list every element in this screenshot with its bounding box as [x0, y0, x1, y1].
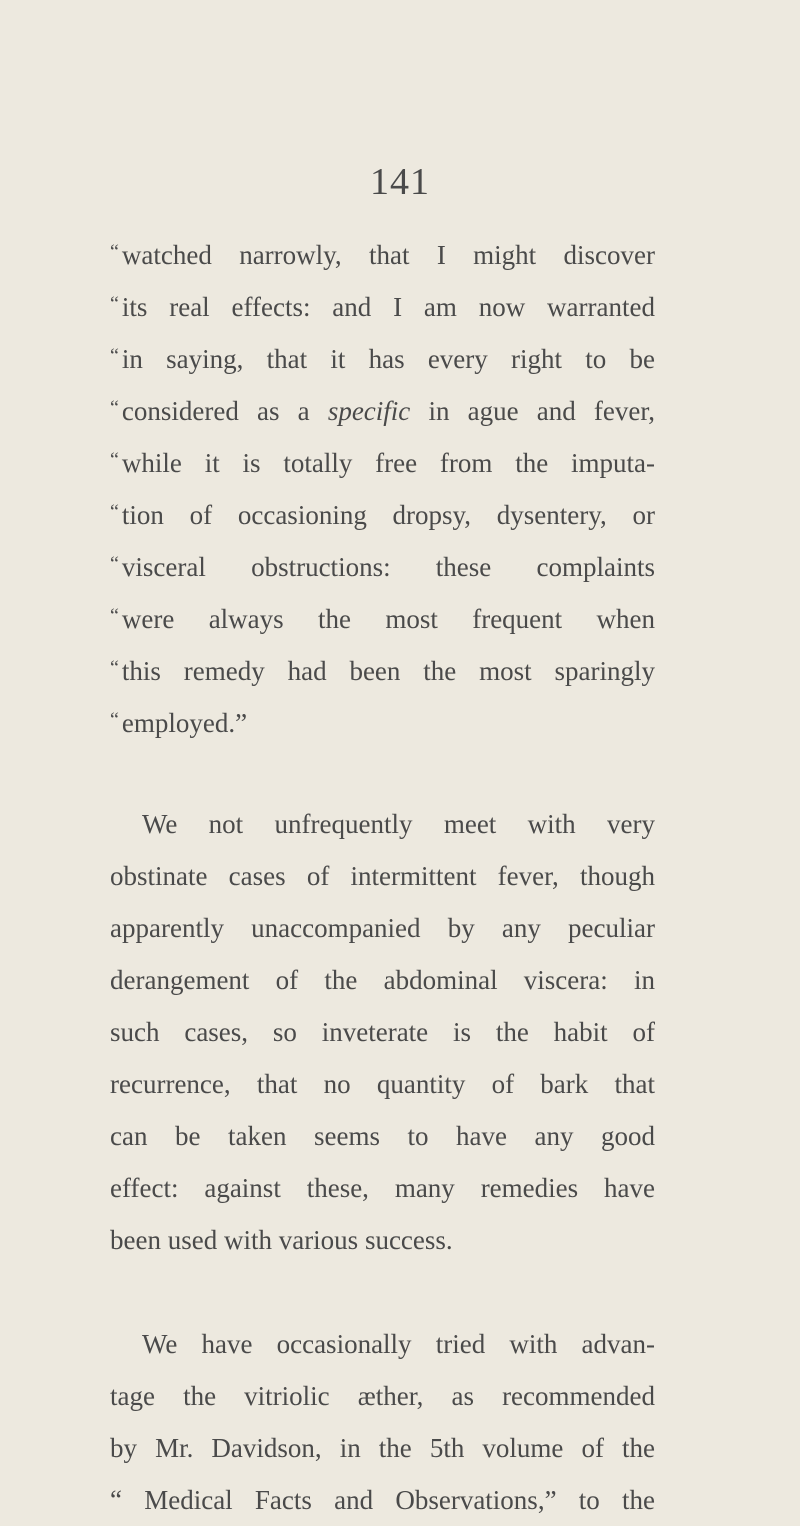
text-line: tage the vitriolic æther, as recommended [110, 1381, 655, 1411]
text-line: “ in saying, that it has every right to be [110, 344, 655, 374]
quote-mark: “ [110, 241, 119, 263]
quote-mark: “ [110, 293, 119, 315]
text-line: been used with various success. [110, 1225, 453, 1255]
text-line: “ watched narrowly, that I might discover [110, 240, 655, 270]
quote-mark: “ [110, 657, 119, 679]
quote-mark: “ [110, 449, 119, 471]
text-line: “ Medical Facts and Observations,” to the [110, 1485, 655, 1515]
text-line: recurrence, that no quantity of bark that [110, 1069, 655, 1099]
text-line: obstinate cases of intermittent fever, though [110, 861, 655, 891]
body-text [110, 226, 655, 1526]
text-line: effect: against these, many remedies have [110, 1173, 655, 1203]
quoted-passage [110, 226, 655, 746]
text-line: “ this remedy had been the most sparingly [110, 656, 655, 686]
text-line: “ employed.” [110, 708, 248, 738]
quote-mark: “ [110, 397, 119, 419]
text-line: “ while it is totally free from the imputa- [110, 448, 655, 478]
quote-mark: “ [110, 605, 119, 627]
paragraph [110, 1318, 655, 1526]
italic-word: specific [327, 396, 411, 426]
text-line: “ tion of occasioning dropsy, dysentery, or [110, 500, 655, 530]
text-line: apparently unaccompanied by any peculiar [110, 913, 655, 943]
paragraph [110, 798, 655, 1266]
text-line: We not unfrequently meet with very [142, 809, 655, 839]
text-line: “ its real effects: and I am now warranted [110, 292, 655, 322]
text-line: can be taken seems to have any good [110, 1121, 655, 1151]
paragraph-gap [110, 1266, 655, 1318]
quote-mark: “ [110, 345, 119, 367]
text-line: We have occasionally tried with advan- [142, 1329, 655, 1359]
quote-mark: “ [110, 709, 119, 731]
text-line: such cases, so inveterate is the habit of [110, 1017, 655, 1047]
text-line: “ were always the most frequent when [110, 604, 655, 634]
page-number: 141 [370, 161, 430, 203]
quote-mark: “ [110, 553, 119, 575]
text-line: “ considered as a specific in ague and fever, [110, 396, 655, 426]
text-line: derangement of the abdominal viscera: in [110, 965, 655, 995]
text-line: by Mr. Davidson, in the 5th volume of the [110, 1433, 655, 1463]
paragraph-gap [110, 746, 655, 798]
text-line: “ visceral obstructions: these complaints [110, 552, 655, 582]
quote-mark: “ [110, 501, 119, 523]
